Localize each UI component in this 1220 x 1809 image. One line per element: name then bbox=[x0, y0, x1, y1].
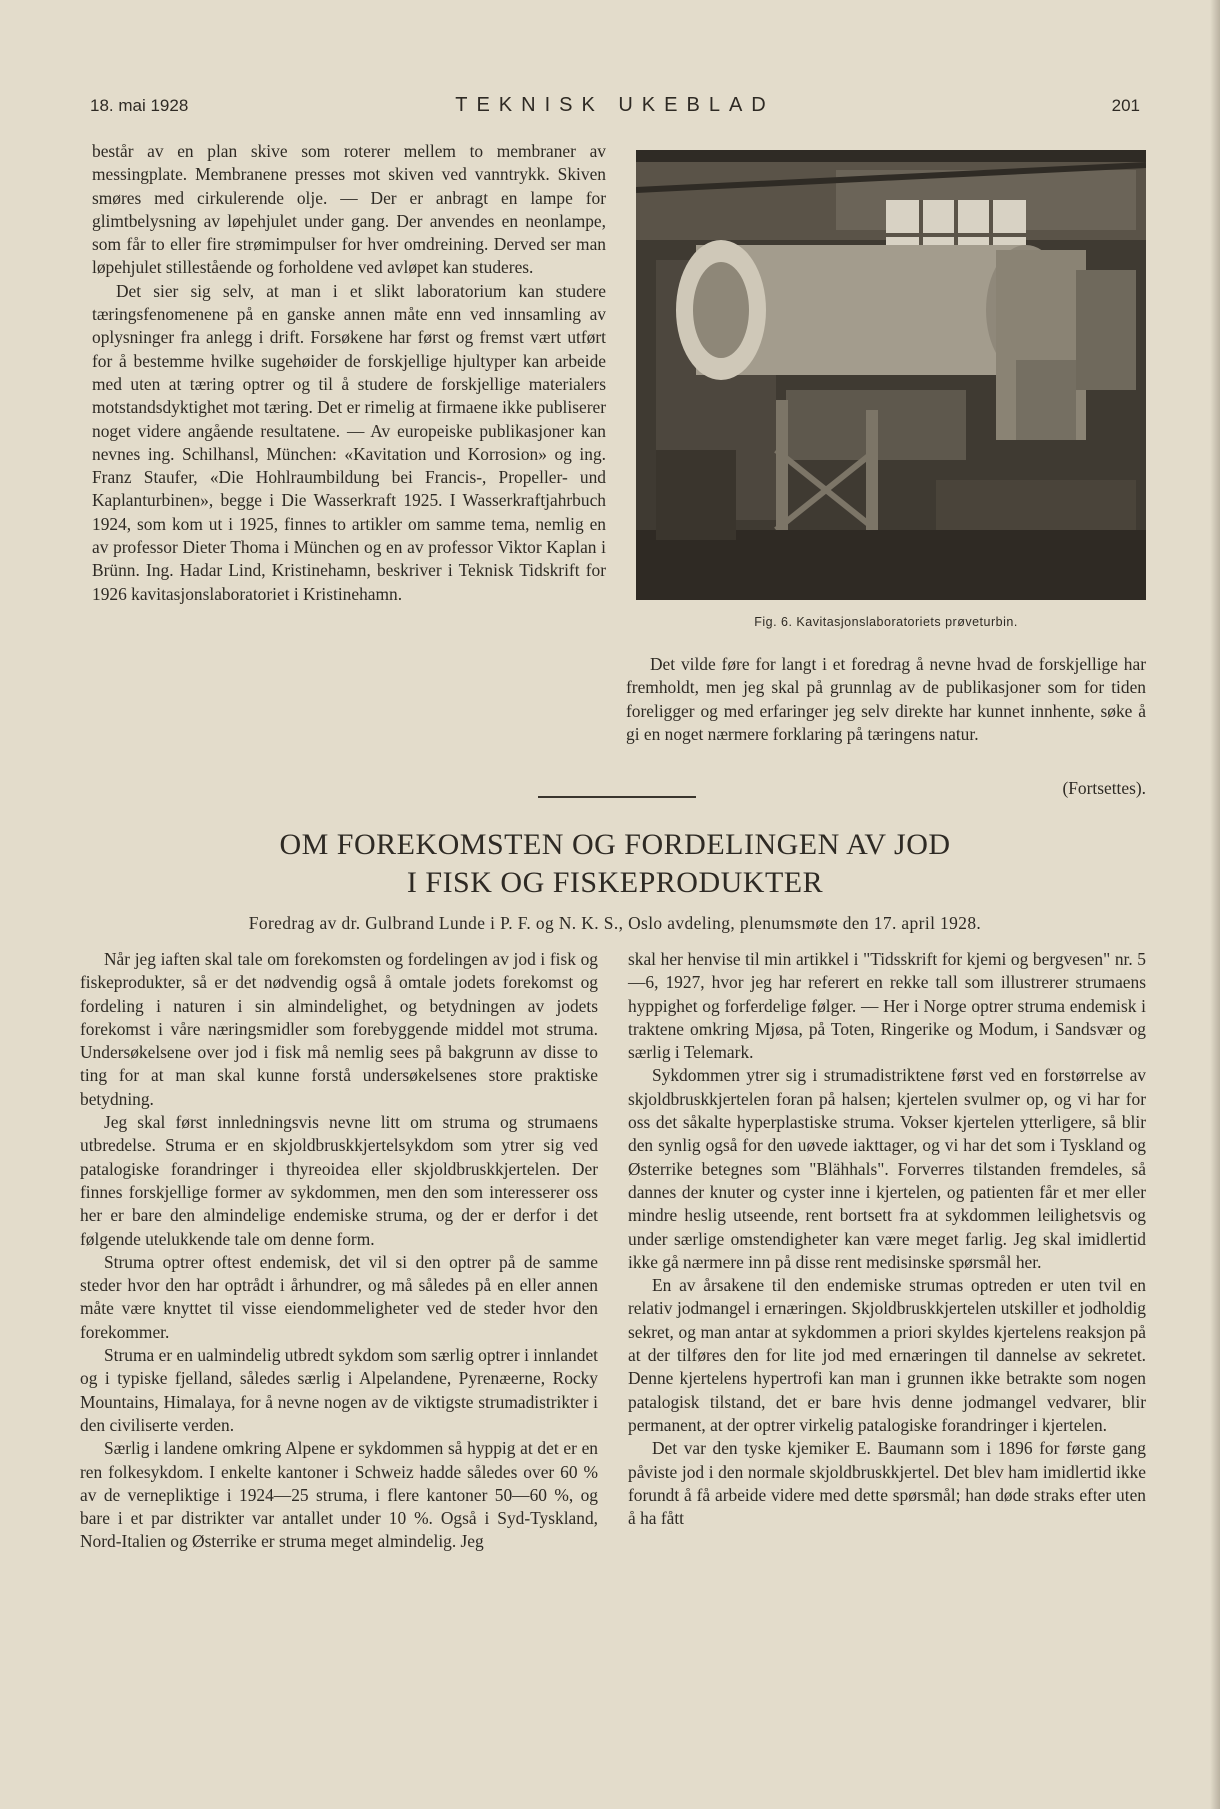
paragraph: Det var den tyske kjemiker E. Baumann som i 1896 for første gang påviste jod i den normale skjoldbruskkjertel. Det blev ham imidlertid ikke forundt å få arbeide videre med dette spørsmål; han døde straks efter uten å ha fått bbox=[628, 1438, 1146, 1529]
article-title-line-1: OM FOREKOMSTEN OG FORDELINGEN AV JOD bbox=[279, 828, 951, 861]
running-header bbox=[90, 96, 1140, 126]
top-left-column bbox=[92, 140, 606, 606]
top-right-column bbox=[626, 653, 1146, 746]
header-journal-title: TEKNISK UKEBLAD bbox=[455, 94, 775, 116]
article-title-line-2: I FISK OG FISKEPRODUKTER bbox=[406, 866, 824, 899]
continued-note: (Fortsettes). bbox=[1062, 778, 1146, 798]
paragraph: Jeg skal først innledningsvis nevne litt om struma og strumaens utbredelse. Struma er en skjoldbruskkjertelsykdom som ytrer sig ved patalogiske forandringer i thyreoidea eller skjoldbruskkjertelen. Der finnes forskjellige former av sykdommen, men den som interesserer oss her er bare den almindelige endemiske struma, og der er derfor i det følgende utelukkende tale om denne form. bbox=[80, 1112, 598, 1249]
page-number: 201 bbox=[1111, 96, 1140, 115]
page-edge-shadow bbox=[1210, 0, 1220, 1809]
article-byline: Foredrag av dr. Gulbrand Lunde i P. F. og N. K. S., Oslo avdeling, plenumsmøte den 17. april 1928. bbox=[248, 913, 982, 933]
paragraph: Det sier sig selv, at man i et slikt laboratorium kan studere tæringsfenomenene på en ganske annen måte enn ved innsamling av oplysninger fra anlegg i drift. Forsøkene har først og fremst vært utført for å bestemme hvilke sugehøider de forskjellige hjultyper kan arbeide med uten at tæring optrer og til å studere de forskjellige materialers motstandsdyktighet mot tæring. Det er rimelig at firmaene ikke publiserer noget videre angående resultatene. — Av europeiske publikasjoner kan nevnes ing. Schilhansl, München: «Kavitation und Korrosion» og ing. Franz Staufer, «Die Hohlraumbildung bei Francis-, Propeller- und Kaplanturbinen», begge i Die Wasserkraft 1925. I Wasserkraftjahrbuch 1924, som kom ut i 1925, finnes to artikler om samme tema, nemlig en av professor Dieter Thoma i München og en av professor Viktor Kaplan i Brünn. Ing. Hadar Lind, Kristinehamn, beskriver i Teknisk Tidskrift for 1926 kavitasjonslaboratoriet i Kristinehamn. bbox=[92, 280, 606, 604]
section-divider bbox=[538, 796, 696, 798]
paragraph: En av årsakene til den endemiske strumas optreden er uten tvil en relativ jodmangel i ernæringen. Skjoldbruskkjertelen utskiller et jodholdig sekret, og man antar at sykdommen a priori skyldes kjertelens reaksjon på at der tilføres den for lite jod med ernæringen til dannelse av sekretet. Denne kjertelens hypertrofi kan man i grunnen ikke betrakte som nogen patalogisk tilstand, det er bare hvis denne jodmangel vedvarer, blir permanent, at der optrer virkelig patalogiske forandringer i kjertelen. bbox=[628, 1275, 1146, 1435]
turbine-photo-drawing bbox=[636, 150, 1146, 600]
paragraph: Særlig i landene omkring Alpene er sykdommen så hyppig at det er en ren folkesykdom. I enkelte kantoner i Schweiz hadde således over 60 % av de vernepliktige i 1924—25 struma, i flere kantoner 50—60 %, og bare i et par distrikter var antallet under 10 %. Også i Syd-Tyskland, Nord-Italien og Østerrike er struma meget almindelig. Jeg bbox=[80, 1438, 598, 1552]
paragraph: består av en plan skive som roterer mellem to membraner av messingplate. Membranene presses mot skiven ved vanntrykk. Skiven smøres med cirkulerende olje. — Der er anbragt en lampe for glimtbelysning av løpehjulet under gang. Der anvendes en neonlampe, som får to eller fire strømimpulser for hver omdreining. Derved ser man løpehjulet stillestående og forholdene ved avløpet kan studeres. bbox=[92, 141, 606, 278]
paragraph: Når jeg iaften skal tale om forekomsten og fordelingen av jod i fisk og fiskeprodukter, så er det nødvendig også å omtale jodets forekomst og fordeling i naturen i sin almindelighet, og betydningen av jodets forekomst i våre næringsmidler som forebyggende middel mot struma. Undersøkelsene over jod i fisk må nemlig sees på bakgrunn av disse to ting for at man skal kunne forstå undersøkelsenes store praktiske betydning. bbox=[80, 949, 598, 1109]
paragraph: Struma er en ualmindelig utbredt sykdom som særlig optrer i innlandet og i typiske fjelland, således særlig i Alpelandene, Pyrenæerne, Rocky Mountains, Himalaya, for å nevne nogen av de viktigste strumadistrikter i den civiliserte verden. bbox=[80, 1345, 598, 1435]
article-left-column bbox=[80, 948, 598, 1554]
header-date: 18. mai 1928 bbox=[90, 96, 189, 115]
article-right-column bbox=[628, 948, 1146, 1530]
paragraph: Sykdommen ytrer sig i strumadistriktene først ved en forstørrelse av skjoldbruskkjertelen foran på halsen; kjertelen svulmer op, og vi har for oss det såkalte hyperplastiske struma. Vokser kjertelen ytterligere, så blir den synlig også for den uøvede iakttager, og vi har det som i Tyskland og Østerrike betegnes som "Blähhals". Forverres tilstanden fremdeles, så dannes der knuter og cyster inne i kjertelen, og patienten får et mer eller mindre heslig utseende, rent bortsett fra at sykdommen leilighetsvis og under særlige omstendigheter kan være meget farlig. Jeg skal imidlertid ikke gå nærmere inn på disse rent medisinske spørsmål her. bbox=[628, 1065, 1146, 1272]
paragraph: Struma optrer oftest endemisk, det vil si den optrer på de samme steder hvor den har optrådt i århundrer, og må således på en eller annen måte være knyttet til visse eiendommeligheter ved de steder hvor den forekommer. bbox=[80, 1251, 598, 1342]
turbine-photo bbox=[636, 150, 1146, 600]
paragraph: Det vilde føre for langt i et foredrag å nevne hvad de forskjellige har fremholdt, men jeg skal på grunnlag av de publikasjoner som for tiden foreligger og med erfaringer jeg selv direkte har kunnet innhente, søke å gi en noget nærmere forklaring på tæringens natur. bbox=[626, 654, 1146, 744]
figure-caption: Fig. 6. Kavitasjonslaboratoriets prøveturbin. bbox=[754, 615, 1018, 629]
paragraph: skal her henvise til min artikkel i "Tidsskrift for kjemi og bergvesen" nr. 5—6, 1927, hvor jeg har referert en rekke tall som illustrerer strumaens hyppighet og forferdelige følger. — Her i Norge optrer struma endemisk i traktene omkring Mjøsa, på Toten, Ringerike og Modum, i Sandsvær og særlig i Telemark. bbox=[628, 949, 1146, 1063]
